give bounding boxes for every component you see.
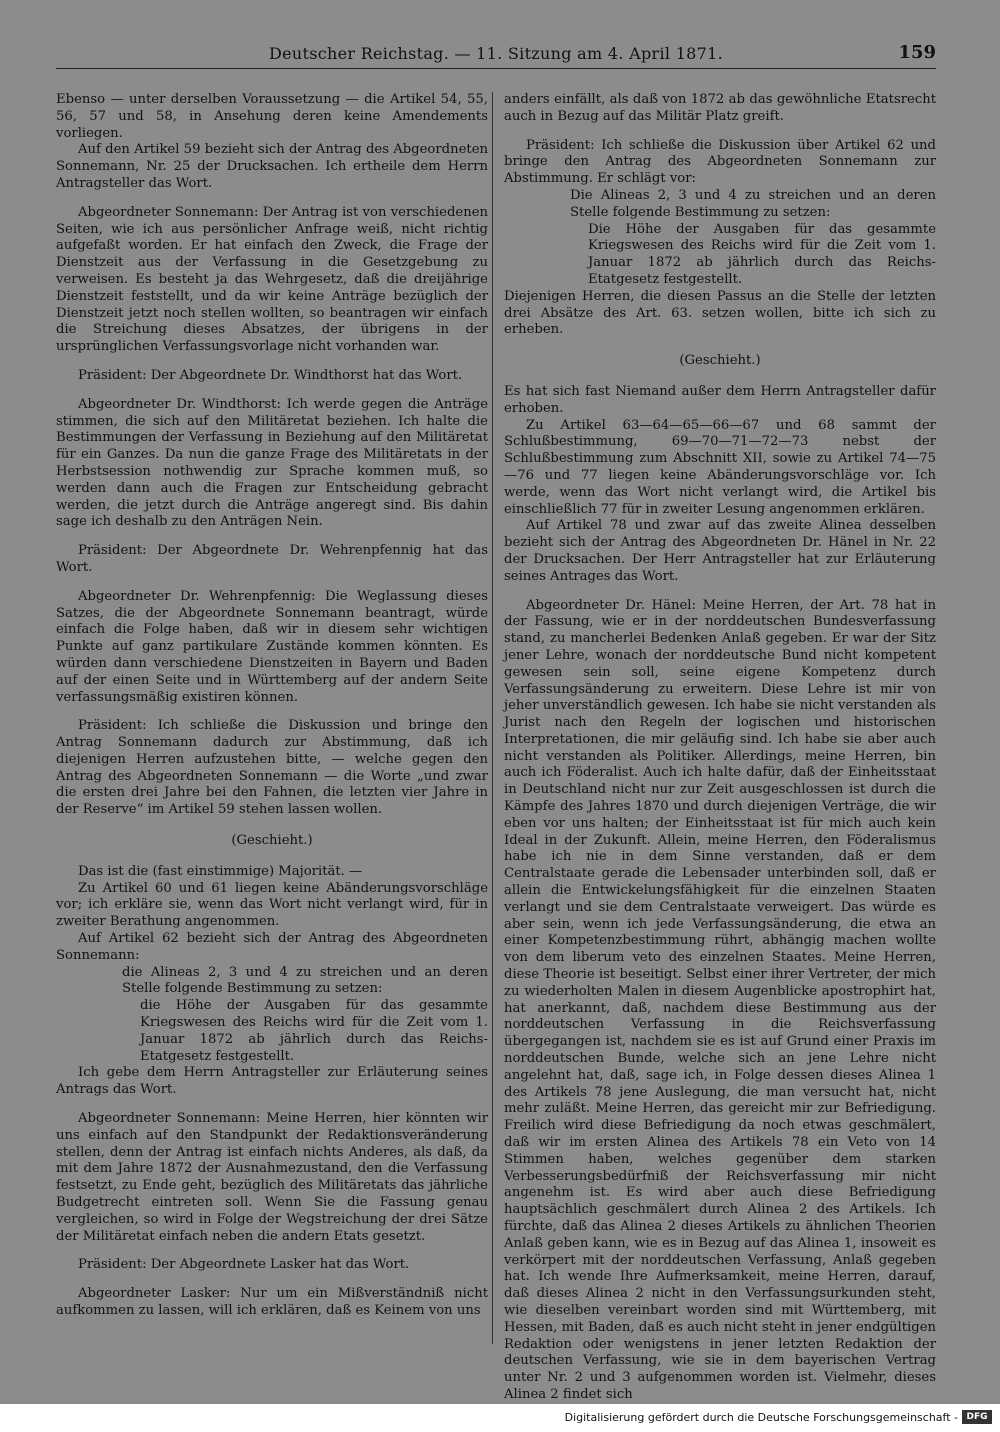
paragraph: anders einfällt, als daß von 1872 ab das gewöhnliche Etatsrecht auch in Bezug auf das Militär Platz greift.	[504, 92, 936, 124]
column-divider	[492, 92, 493, 1344]
paragraph: Auf den Artikel 59 bezieht sich der Antrag des Abgeordneten Sonnemann, Nr. 25 der Drucksachen. Ich ertheile dem Herrn Antragsteller das Wort.	[56, 142, 488, 191]
quoted-motion: Die Alineas 2, 3 und 4 zu streichen und an deren Stelle folgende Bestimmung zu setzen:	[570, 187, 936, 220]
left-column	[56, 92, 488, 1320]
paragraph: Abgeordneter Dr. Hänel: Meine Herren, der Art. 78 hat in der Fassung, wie er in der norddeutschen Bundesverfassung stand, zu mancherlei Bedenken Anlaß gegeben. Er war der Sitz jener Lehre, wonach der norddeutsche Bund nicht kompetent gewesen sein soll, seine eigene Kompetenz durch Verfassungsänderung zu erweitern. Diese Lehre ist mir von jeher unverständlich gewesen. Ich habe sie nicht verstanden als Jurist nach den Regeln der logischen und historischen Interpretationen, die mir geläufig sind. Ich habe sie aber auch nicht verstanden als Politiker. Allerdings, meine Herren, bin auch ich Föderalist. Auch ich halte dafür, daß der Einheitsstaat in Deutschland nicht nur zur Zeit ausgeschlossen ist durch die Kämpfe des Jahres 1870 und durch diejenigen Verträge, die wir eben vor uns halten; der Einheitsstaat ist für mich auch kein Ideal in der Zukunft. Allein, meine Herren, den Föderalismus habe ich nie in dem Sinne verstanden, daß er dem Centralstaate gerade die Lebensader unterbinden soll, daß er allein die Entwickelungsfähigkeit für die einzelnen Staaten verlangt und sie dem Centralstaate verweigert. Das würde es aber sein, wenn ich jede Verfassungsänderung, die etwa an einer Kompetenzbestimmung rührt, abhängig machen wollte von dem liberum veto des einzelnen Staates. Meine Herren, diese Theorie ist beseitigt. Selbst einer ihrer Vertreter, der mich zu wiederholten Malen in diesem Augenblicke apostrophirt hat, hat anerkannt, daß, nachdem diese Bestimmung aus der norddeutschen Verfassung in die Reichsverfassung übergegangen ist, nachdem sie es ist auf Grund einer Praxis im norddeutschen Bunde, welche sich an jene Lehre nicht angelehnt hat, daß, sage ich, in Folge dessen dieses Alinea 1 des Artikels 78 jene Auslegung, die man versucht hat, nicht mehr zuläßt. Meine Herren, das gereicht mir zur Befriedigung. Freilich wird diese Befriedigung da noch etwas geschmälert, daß wir im ersten Alinea des Artikels 78 ein Veto von 14 Stimmen haben, welches gegenüber dem starken Verbesserungsbedürfniß der Reichsverfassung mir nicht angenehm ist. Es wird aber auch diese Befriedigung hauptsächlich geschmälert durch Alinea 2 des Artikels. Ich fürchte, daß das Alinea 2 dieses Artikels zu ähnlichen Theorien Anlaß geben kann, wie es in Bezug auf das Alinea 1, insoweit es verkörpert mit der norddeutschen Verfassung, Anlaß gegeben hat. Ich wende Ihre Aufmerksamkeit, meine Herren, darauf, daß dieses Alinea 2 nicht in den Verfassungsurkunden steht, wie dieselben vereinbart worden sind mit Württemberg, mit Hessen, mit Baden, daß es auch nicht steht in jener endgültigen Redaktion oder wenigstens in jener letzten Redaktion der deutschen Verfassung, wie sie in dem bayerischen Vertrag unter Nr. 2 und 3 aufgenommen worden ist. Vielmehr, dieses Alinea 2 findet sich	[504, 597, 936, 1402]
paragraph: Ebenso — unter derselben Voraussetzung — die Artikel 54, 55, 56, 57 und 58, in Ansehung deren keine Amendements vorliegen.	[56, 92, 488, 141]
dfg-logo: DFG	[962, 1410, 992, 1424]
paragraph: Präsident: Ich schließe die Diskussion und bringe den Antrag Sonnemann dadurch zur Abstimmung, daß ich diejenigen Herren aufzustehen bitte, — welche gegen den Antrag des Abgeordneten Sonnemann — die Worte „und zwar die ersten drei Jahre bei den Fahnen, die letzten vier Jahre in der Reserve“ im Artikel 59 stehen lassen wollen.	[56, 718, 488, 818]
paragraph: Ich gebe dem Herrn Antragsteller zur Erläuterung seines Antrags das Wort.	[56, 1065, 488, 1098]
right-column	[504, 92, 936, 1404]
stage-direction: (Geschieht.)	[679, 353, 761, 369]
paragraph: Abgeordneter Dr. Wehrenpfennig: Die Weglassung dieses Satzes, die der Abgeordnete Sonnemann beantragt, würde einfach die Folge haben, daß wir in diesem sehr wichtigen Punkte auf ganz partikulare Zustände kommen könnten. Es würden dann verschiedene Dienstzeiten in Bayern und Baden auf der einen Seite und in Württemberg auf der andern Seite verfassungsmäßig existiren können.	[56, 588, 488, 705]
paragraph: Auf Artikel 62 bezieht sich der Antrag des Abgeordneten Sonnemann:	[56, 931, 488, 963]
paragraph: Auf Artikel 78 und zwar auf das zweite Alinea desselben bezieht sich der Antrag des Abgeordneten Dr. Hänel in Nr. 22 der Drucksachen. Der Herr Antragsteller hat zur Erläuterung seines Antrages das Wort.	[504, 518, 936, 584]
running-title: Deutscher Reichstag. — 11. Sitzung am 4. April 1871.	[268, 44, 723, 63]
paragraph: Abgeordneter Dr. Windthorst: Ich werde gegen die Anträge stimmen, die sich auf den Militäretat beziehen. Ich halte die Bestimmungen der Verfassung in Beziehung auf den Militäretat für ein Ganzes. Da nun die ganze Frage des Militäretats in der Herbstsession nothwendig zur Sprache kommen muß, so werden dann auch die Fragen zur Entscheidung gebracht werden, die jetzt durch die Anträge angeregt sind. Bis dahin sage ich deshalb zu den Anträgen Nein.	[56, 396, 488, 530]
paragraph: Abgeordneter Sonnemann: Meine Herren, hier könnten wir uns einfach auf den Standpunkt der Redaktionsveränderung stellen, denn der Antrag ist einfach nichts Anderes, als daß, da mit dem Jahre 1872 der Ausnahmezustand, den die Verfassung festsetzt, zu Ende geht, bezüglich des Militäretats das jährliche Budgetrecht eintreten soll. Wenn Sie die Fassung genau vergleichen, so wird in Folge der Wegstreichung der drei Sätze der Militäretat einfach neben die andern Etats gesetzt.	[56, 1111, 488, 1244]
paragraph: Präsident: Der Abgeordnete Dr. Wehrenpfennig hat das Wort.	[56, 543, 488, 575]
paragraph: Präsident: Der Abgeordnete Dr. Windthorst hat das Wort.	[78, 367, 463, 383]
paragraph: Zu Artikel 63—64—65—66—67 und 68 sammt der Schlußbestimmung, 69—70—71—72—73 nebst der Schlußbestimmung zum Abschnitt XII, sowie zu Artikel 74—75—76 und 77 liegen keine Abänderungsvorschläge vor. Ich werde, wenn das Wort nicht verlangt wird, die Artikel bis einschließlich 77 für in zweiter Lesung angenommen erklären.	[504, 417, 936, 517]
paragraph: Das ist die (fast einstimmige) Majorität. —	[78, 863, 363, 879]
paragraph: Präsident: Ich schließe die Diskussion über Artikel 62 und bringe den Antrag des Abgeordneten Sonnemann zur Abstimmung. Er schlägt vor:	[504, 137, 936, 187]
quoted-motion: die Alineas 2, 3 und 4 zu streichen und an deren Stelle folgende Bestimmung zu setzen:	[122, 964, 488, 997]
page-header	[56, 44, 936, 69]
paragraph: Präsident: Der Abgeordnete Lasker hat das Wort.	[78, 1257, 410, 1273]
paragraph: Abgeordneter Lasker: Nur um ein Mißverständniß nicht aufkommen zu lassen, will ich erklären, daß es Keinem von uns	[56, 1286, 488, 1318]
quoted-motion: die Höhe der Ausgaben für das gesammte Kriegswesen des Reichs wird für die Zeit vom 1. Januar 1872 ab jährlich durch das Reichs-Etatgesetz festgestellt.	[140, 998, 488, 1064]
page-number: 159	[898, 42, 936, 63]
paragraph: Zu Artikel 60 und 61 liegen keine Abänderungsvorschläge vor; ich erkläre sie, wenn das Wort nicht verlangt wird, für in zweiter Berathung angenommen.	[56, 880, 488, 930]
quoted-motion: Die Höhe der Ausgaben für das gesammte Kriegswesen des Reichs wird für die Zeit vom 1. Januar 1872 ab jährlich durch das Reichs-Etatgesetz festgestellt.	[588, 221, 936, 287]
paragraph: Diejenigen Herren, die diesen Passus an die Stelle der letzten drei Absätze des Art. 63. setzen wollen, bitte ich sich zu erheben.	[504, 288, 936, 338]
digitization-footer	[0, 1404, 1000, 1432]
paragraph: Es hat sich fast Niemand außer dem Herrn Antragsteller dafür erhoben.	[504, 383, 936, 416]
funding-note: Digitalisierung gefördert durch die Deutsche Forschungsgemeinschaft -	[564, 1411, 958, 1424]
stage-direction: (Geschieht.)	[231, 833, 313, 849]
paragraph: Abgeordneter Sonnemann: Der Antrag ist von verschiedenen Seiten, wie ich aus persönlicher Anfrage weiß, nicht richtig aufgefaßt worden. Er hat einfach den Zweck, die Frage der Dienstzeit aus der Verfassung in die Gesetzgebung zu verweisen. Es besteht ja das Wehrgesetz, daß die dreijährige Dienstzeit feststellt, und da wir keine Anträge bezüglich der Dienstzeit jetzt noch stellen wollten, so beantragen wir einfach die Streichung dieses Absatzes, der übrigens in der ursprünglichen Verfassungsvorlage nicht vorhanden war.	[56, 204, 488, 355]
